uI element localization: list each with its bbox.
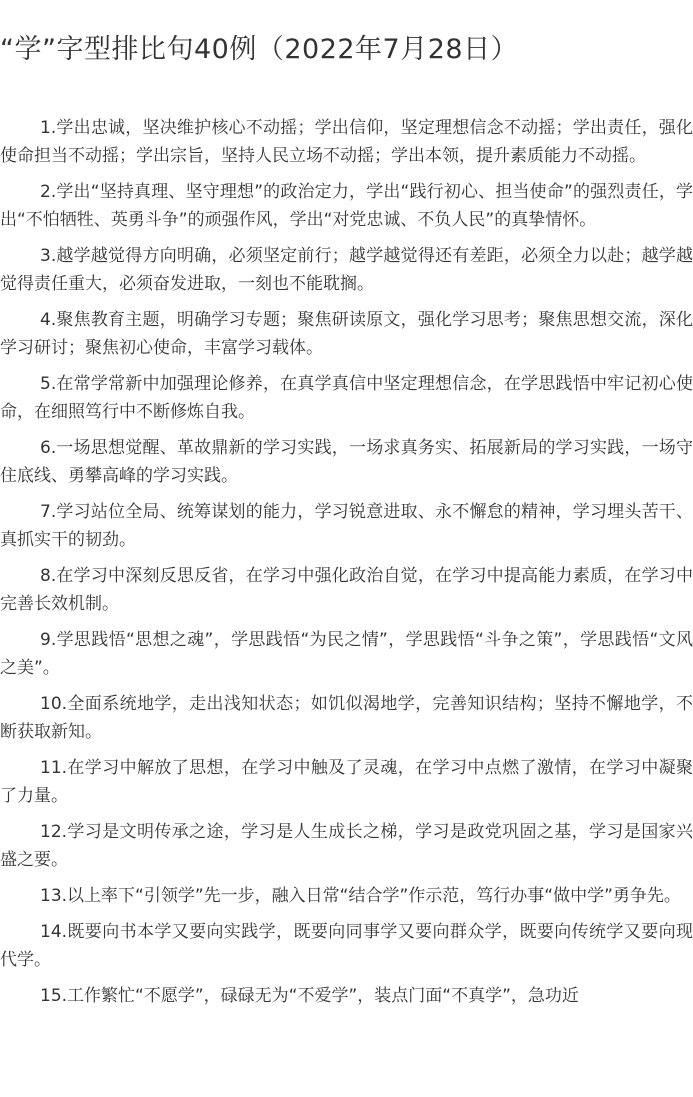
paragraph: 4.聚焦教育主题，明确学习专题；聚焦研读原文，强化学习思考；聚焦思想交流，深化学习研讨；聚焦初心使命，丰富学习载体。	[0, 310, 693, 358]
paragraph: 2.学出“坚持真理、坚守理想”的政治定力，学出“践行初心、担当使命”的强烈责任，学出“不怕牺牲、英勇斗争”的顽强作风，学出“对党忠诚、不负人民”的真挚情怀。	[0, 182, 693, 230]
paragraph: 8.在学习中深刻反思反省，在学习中强化政治自觉，在学习中提高能力素质，在学习中完善长效机制。	[0, 566, 693, 614]
paragraph: 13.以上率下“引领学”先一步，融入日常“结合学”作示范，笃行办事“做中学”勇争先。	[40, 886, 681, 906]
paragraph: 10.全面系统地学，走出浅知状态；如饥似渴地学，完善知识结构；坚持不懈地学，不断获取新知。	[0, 694, 693, 742]
paragraph: 1.学出忠诚，坚决维护核心不动摇；学出信仰，坚定理想信念不动摇；学出责任，强化使命担当不动摇；学出宗旨，坚持人民立场不动摇；学出本领，提升素质能力不动摇。	[0, 118, 693, 166]
paragraph: 7.学习站位全局、统筹谋划的能力，学习锐意进取、永不懈怠的精神，学习埋头苦干、真抓实干的韧劲。	[0, 502, 693, 550]
paragraph: 12.学习是文明传承之途，学习是人生成长之梯，学习是政党巩固之基，学习是国家兴盛之要。	[0, 822, 693, 870]
paragraph: 6.一场思想觉醒、革故鼎新的学习实践，一场求真务实、拓展新局的学习实践，一场守住底线、勇攀高峰的学习实践。	[0, 438, 693, 486]
paragraph: 5.在常学常新中加强理论修养，在真学真信中坚定理想信念，在学思践悟中牢记初心使命，在细照笃行中不断修炼自我。	[0, 374, 693, 422]
paragraph: 3.越学越觉得方向明确，必须坚定前行；越学越觉得还有差距，必须全力以赴；越学越觉得责任重大，必须奋发进取，一刻也不能耽搁。	[0, 246, 693, 294]
page-title: “学”字型排比句40例（2022年7月28日）	[0, 34, 519, 65]
paragraph: 9.学思践悟“思想之魂”，学思践悟“为民之情”，学思践悟“斗争之策”，学思践悟“文风之美”。	[0, 630, 693, 678]
paragraph: 15.工作繁忙“不愿学”，碌碌无为“不爱学”，装点门面“不真学”，急功近	[40, 986, 579, 1006]
paragraph: 11.在学习中解放了思想，在学习中触及了灵魂，在学习中点燃了激情，在学习中凝聚了力量。	[0, 758, 693, 806]
paragraph: 14.既要向书本学又要向实践学，既要向同事学又要向群众学，既要向传统学又要向现代学。	[0, 922, 693, 970]
article-body	[0, 114, 693, 1018]
